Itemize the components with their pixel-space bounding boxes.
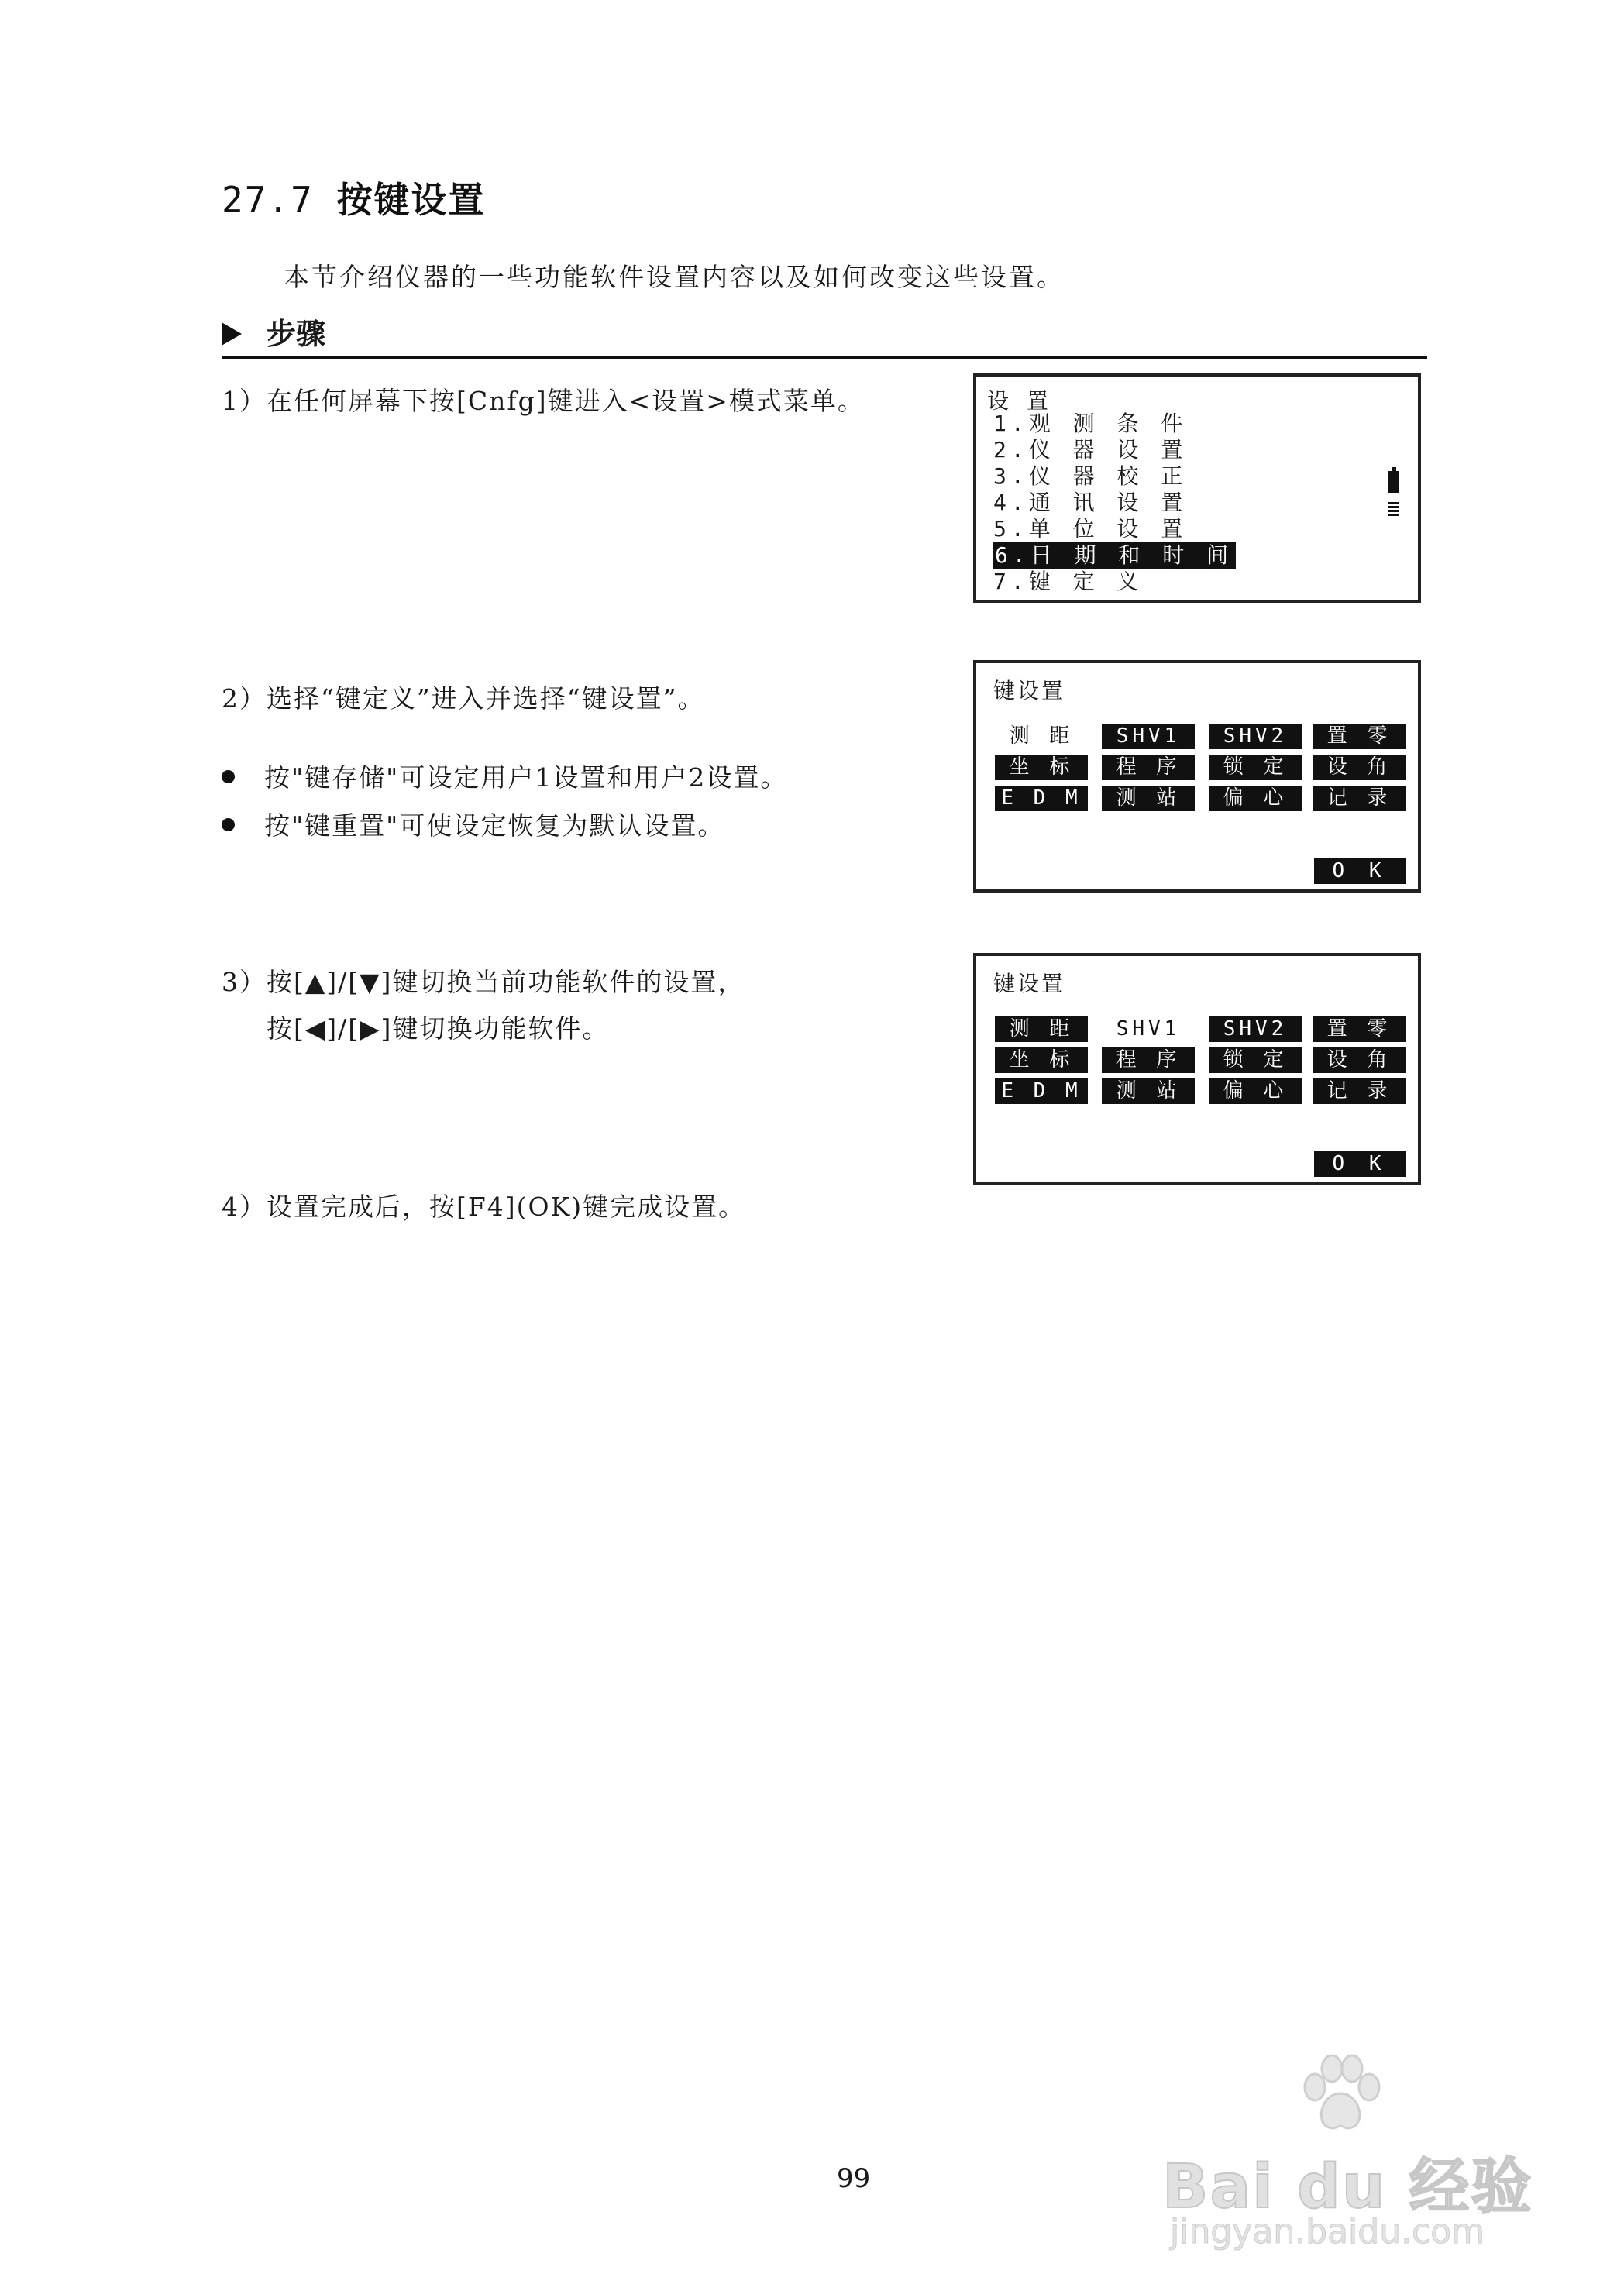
softkey-option[interactable]: SHV1 xyxy=(1102,1016,1195,1042)
bullet-text: 按"键重置"可使设定恢复为默认设置。 xyxy=(264,810,725,841)
softkey-option[interactable]: SHV2 xyxy=(1209,1016,1302,1042)
settings-menu-screen xyxy=(973,373,1421,603)
step-4: 4）设置完成后，按[F4](OK)键完成设置。 xyxy=(222,1192,746,1222)
watermark-url: jingyan.baidu.com xyxy=(1170,2212,1485,2251)
softkey-option[interactable]: 坐 标 xyxy=(995,1047,1088,1073)
bullet-text: 按"键存储"可设定用户1设置和用户2设置。 xyxy=(264,762,788,793)
bullet-dot-icon xyxy=(222,818,235,831)
ok-button[interactable]: O K xyxy=(1314,1151,1406,1177)
bullet-item xyxy=(222,806,724,842)
softkey-option[interactable]: 坐 标 xyxy=(995,755,1088,780)
steps-heading-text: 步骤 xyxy=(267,317,326,351)
softkey-option[interactable]: 锁 定 xyxy=(1209,1047,1302,1073)
softkey-option[interactable]: E D M xyxy=(995,786,1088,811)
step-3: 3）按[▲]/[▼]键切换当前功能软件的设置， xyxy=(222,967,745,997)
ok-button[interactable]: O K xyxy=(1314,858,1406,884)
signal-icon xyxy=(1388,500,1399,516)
menu-item[interactable]: 5.单 位 设 置 xyxy=(993,516,1188,542)
bullet-dot-icon xyxy=(222,770,235,783)
screen-title: 设 置 xyxy=(987,388,1051,414)
softkey-option[interactable]: 偏 心 xyxy=(1209,786,1302,811)
play-arrow-icon xyxy=(222,322,242,346)
section-number: 27.7 xyxy=(222,179,314,221)
baidu-watermark xyxy=(1162,2053,1565,2255)
softkey-option[interactable]: 程 序 xyxy=(1102,755,1195,780)
softkey-option[interactable]: 设 角 xyxy=(1313,1047,1406,1073)
menu-item[interactable]: 7.键 定 义 xyxy=(993,569,1144,594)
divider xyxy=(222,356,1427,359)
menu-item[interactable]: 3.仪 器 校 正 xyxy=(993,463,1188,489)
softkey-option[interactable]: 记 录 xyxy=(1313,786,1406,811)
softkey-option[interactable]: SHV1 xyxy=(1102,724,1195,749)
section-title xyxy=(222,172,485,223)
screen-title: 键设置 xyxy=(993,678,1066,703)
softkey-option[interactable]: 偏 心 xyxy=(1209,1078,1302,1104)
softkey-option[interactable]: 设 角 xyxy=(1313,755,1406,780)
key-settings-screen-changed xyxy=(973,953,1421,1185)
step-2: 2）选择“键定义”进入并选择“键设置”。 xyxy=(222,683,705,714)
menu-item[interactable]: 4.通 讯 设 置 xyxy=(993,490,1188,515)
key-settings-screen xyxy=(973,660,1421,893)
softkey-option[interactable]: 置 零 xyxy=(1313,724,1406,749)
softkey-option[interactable]: 锁 定 xyxy=(1209,755,1302,780)
menu-item[interactable]: 2.仪 器 设 置 xyxy=(993,437,1188,463)
screen-title: 键设置 xyxy=(993,971,1066,996)
bullet-item xyxy=(222,758,787,794)
paw-logo-icon xyxy=(1298,2053,1383,2138)
softkey-option[interactable]: 测 站 xyxy=(1102,1078,1195,1104)
page-number: 99 xyxy=(837,2163,871,2194)
menu-item[interactable]: 1.观 测 条 件 xyxy=(993,411,1188,436)
softkey-option[interactable]: SHV2 xyxy=(1209,724,1302,749)
softkey-option[interactable]: E D M xyxy=(995,1078,1088,1104)
steps-heading xyxy=(222,310,325,353)
softkey-option[interactable]: 测 站 xyxy=(1102,786,1195,811)
section-title-text: 按键设置 xyxy=(336,179,486,221)
menu-item-selected[interactable]: 6.日 期 和 时 间 xyxy=(993,542,1236,569)
step-1: 1）在任何屏幕下按[Cnfg]键进入<设置>模式菜单。 xyxy=(222,386,865,416)
watermark-brand: Bai du 经验 xyxy=(1162,2152,1533,2222)
softkey-option[interactable]: 程 序 xyxy=(1102,1047,1195,1073)
softkey-option[interactable]: 测 距 xyxy=(995,724,1088,749)
battery-icon xyxy=(1388,471,1399,493)
step-3-continued: 按[◀]/[▶]键切换功能软件。 xyxy=(267,1013,610,1044)
intro-paragraph: 本节介绍仪器的一些功能软件设置内容以及如何改变这些设置。 xyxy=(284,262,1065,292)
softkey-option[interactable]: 记 录 xyxy=(1313,1078,1406,1104)
softkey-option[interactable]: 置 零 xyxy=(1313,1016,1406,1042)
softkey-option[interactable]: 测 距 xyxy=(995,1016,1088,1042)
